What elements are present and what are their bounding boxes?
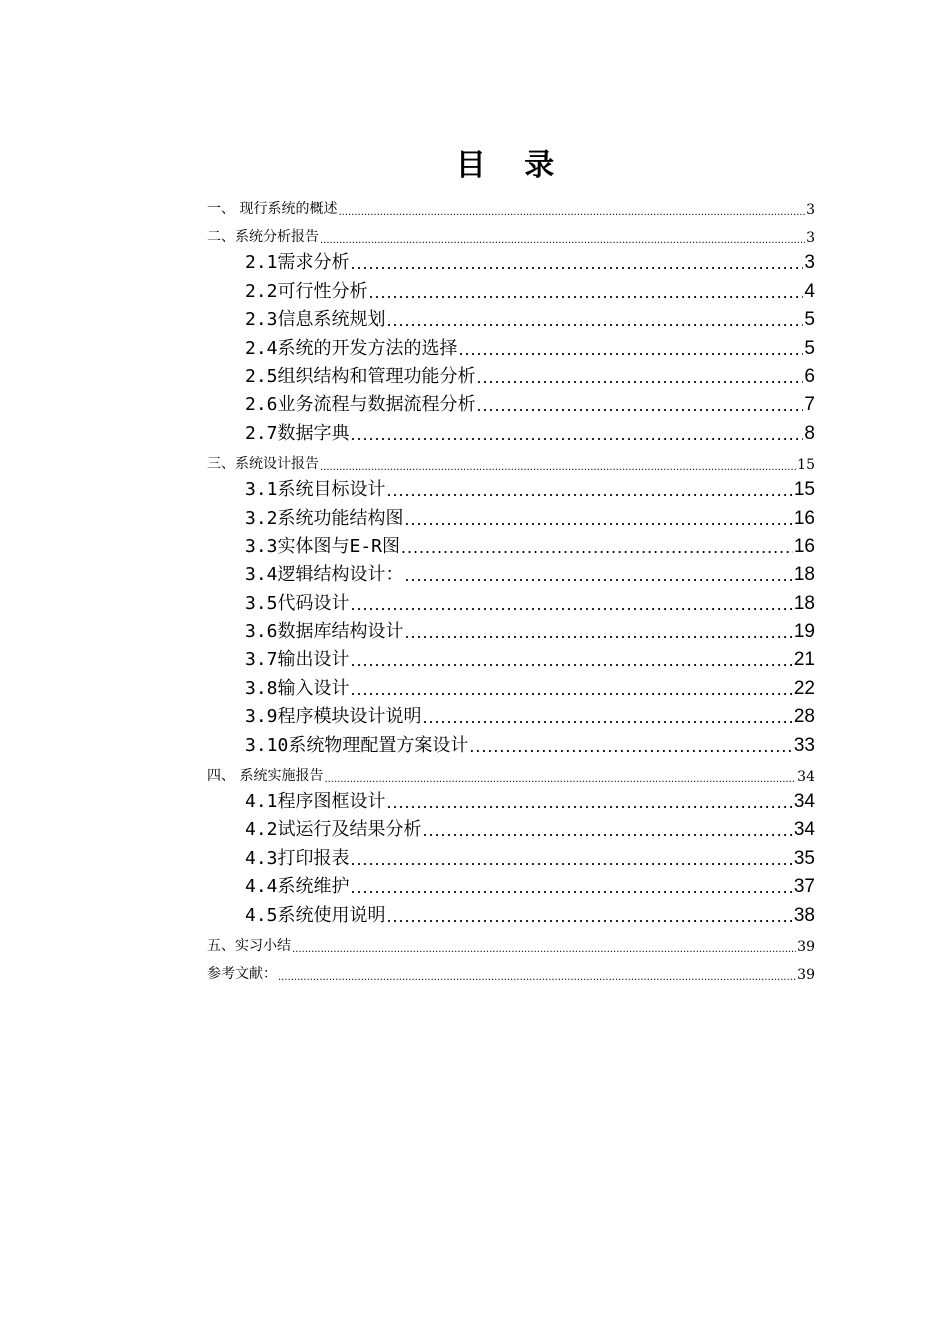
toc-section-entry[interactable] — [207, 643, 815, 671]
toc-dot-leader — [477, 395, 804, 416]
toc-entry-label: 3.10系统物理配置方案设计 — [245, 734, 469, 756]
toc-entry-label: 五、实习小结 — [207, 937, 291, 954]
toc-dot-leader — [423, 820, 793, 841]
toc-dot-leader — [477, 367, 804, 388]
toc-dot-leader — [320, 235, 805, 246]
toc-dot-leader — [324, 774, 796, 785]
toc-entry-label: 一、 现行系统的概述 — [207, 201, 338, 217]
toc-section-entry[interactable] — [207, 870, 815, 898]
toc-dot-leader — [405, 509, 793, 530]
toc-entry-label: 3.6数据库结构设计 — [245, 621, 404, 643]
toc-section-entry[interactable] — [207, 473, 815, 501]
toc-dot-leader — [405, 622, 793, 643]
toc-entry-label: 3.1系统目标设计 — [245, 479, 386, 501]
toc-page-number: 19 — [793, 621, 815, 643]
toc-page-number: 8 — [804, 422, 815, 444]
toc-page-number: 22 — [793, 677, 815, 699]
toc-page-number: 18 — [793, 592, 815, 614]
toc-chapter-entry[interactable] — [207, 757, 815, 785]
toc-section-entry[interactable] — [207, 728, 815, 756]
toc-section-entry[interactable] — [207, 586, 815, 614]
toc-entry-label: 2.1需求分析 — [245, 252, 350, 274]
toc-entry-label: 4.2试运行及结果分析 — [245, 819, 422, 841]
toc-section-entry[interactable] — [207, 530, 815, 558]
toc-chapter-entry[interactable] — [207, 218, 815, 246]
toc-page-number: 21 — [793, 649, 815, 671]
toc-dot-leader — [351, 594, 793, 615]
toc-page-number: 33 — [793, 734, 815, 756]
toc-dot-leader — [387, 480, 793, 501]
toc-entry-label: 四、 系统实施报告 — [207, 767, 324, 784]
toc-dot-leader — [351, 877, 793, 898]
toc-dot-leader — [405, 565, 793, 586]
toc-page-number: 3 — [806, 230, 815, 246]
toc-dot-leader — [278, 972, 796, 983]
toc-section-entry[interactable] — [207, 246, 815, 274]
toc-dot-leader — [351, 679, 793, 700]
toc-chapter-entry[interactable] — [207, 927, 815, 955]
toc-entry-label: 4.5系统使用说明 — [245, 904, 386, 926]
toc-dot-leader — [351, 253, 804, 274]
toc-entry-label: 2.3信息系统规划 — [245, 309, 386, 331]
toc-section-entry[interactable] — [207, 501, 815, 529]
toc-dot-leader — [369, 282, 804, 303]
toc-section-entry[interactable] — [207, 615, 815, 643]
toc-section-entry[interactable] — [207, 360, 815, 388]
toc-entry-label: 3.8输入设计 — [245, 677, 350, 699]
toc-page-number: 6 — [804, 365, 815, 387]
toc-entry-label: 4.4系统维护 — [245, 876, 350, 898]
toc-entry-label: 二、系统分析报告 — [207, 229, 319, 245]
toc-dot-leader — [387, 906, 793, 927]
toc-page-number: 16 — [793, 507, 815, 529]
toc-page-number: 35 — [793, 847, 815, 869]
toc-page-number: 4 — [804, 280, 815, 302]
toc-dot-leader — [292, 944, 796, 955]
toc-page-number: 15 — [793, 479, 815, 501]
toc-dot-leader — [351, 424, 804, 445]
toc-page-number: 3 — [806, 202, 815, 218]
toc-section-entry[interactable] — [207, 303, 815, 331]
toc-dot-leader — [338, 207, 805, 218]
toc-dot-leader — [401, 537, 793, 558]
toc-section-entry[interactable] — [207, 331, 815, 359]
toc-page-number: 39 — [797, 966, 815, 983]
toc-page-number: 3 — [804, 252, 815, 274]
toc-entry-label: 2.2可行性分析 — [245, 280, 368, 302]
toc-chapter-entry[interactable] — [207, 445, 815, 473]
toc-entry-label: 3.3实体图与E-R图 — [245, 535, 401, 557]
toc-page-number: 15 — [797, 456, 815, 473]
toc-page-number: 37 — [793, 876, 815, 898]
toc-entry-label: 参考文献： — [207, 965, 277, 982]
toc-dot-leader — [423, 707, 793, 728]
toc-entry-label: 3.4逻辑结构设计： — [245, 564, 404, 586]
toc-dot-leader — [387, 310, 804, 331]
toc-section-entry[interactable] — [207, 558, 815, 586]
page-title: 目 录 — [455, 148, 569, 183]
toc-section-entry[interactable] — [207, 671, 815, 699]
toc-page-number: 39 — [797, 938, 815, 955]
toc-page-number: 34 — [797, 768, 815, 785]
toc-page-number: 28 — [793, 706, 815, 728]
toc-entry-label: 3.7输出设计 — [245, 649, 350, 671]
toc-page-number: 7 — [804, 394, 815, 416]
toc-dot-leader — [351, 650, 793, 671]
toc-dot-leader — [351, 849, 793, 870]
toc-section-entry[interactable] — [207, 785, 815, 813]
toc-entry-label: 三、系统设计报告 — [207, 455, 319, 472]
toc-page-number: 38 — [793, 904, 815, 926]
toc-section-entry[interactable] — [207, 898, 815, 926]
toc-page-number: 18 — [793, 564, 815, 586]
toc-chapter-entry[interactable] — [207, 955, 815, 983]
toc-dot-leader — [469, 736, 793, 757]
toc-page-number: 5 — [804, 337, 815, 359]
toc-page-number: 34 — [793, 791, 815, 813]
toc-entry-label: 2.6业务流程与数据流程分析 — [245, 394, 476, 416]
toc-entry-label: 4.3打印报表 — [245, 847, 350, 869]
toc-dot-leader — [387, 792, 793, 813]
toc-entry-label: 4.1程序图框设计 — [245, 791, 386, 813]
toc-section-entry[interactable] — [207, 274, 815, 302]
toc-page-number: 34 — [793, 819, 815, 841]
toc-entry-label: 2.4系统的开发方法的选择 — [245, 337, 458, 359]
toc-section-entry[interactable] — [207, 700, 815, 728]
toc-section-entry[interactable] — [207, 388, 815, 416]
toc-section-entry[interactable] — [207, 813, 815, 841]
toc-dot-leader — [320, 462, 796, 473]
toc-section-entry[interactable] — [207, 841, 815, 869]
toc-entry-label: 3.9程序模块设计说明 — [245, 706, 422, 728]
toc-page-number: 5 — [804, 309, 815, 331]
toc-entry-label: 2.7数据字典 — [245, 422, 350, 444]
toc-entry-label: 2.5组织结构和管理功能分析 — [245, 365, 476, 387]
toc-page-number: 16 — [793, 535, 815, 557]
toc-entry-label: 3.5代码设计 — [245, 592, 350, 614]
toc-dot-leader — [459, 339, 804, 360]
toc-chapter-entry[interactable] — [207, 190, 815, 218]
toc-entry-label: 3.2系统功能结构图 — [245, 507, 404, 529]
table-of-contents — [207, 190, 815, 983]
toc-section-entry[interactable] — [207, 416, 815, 444]
